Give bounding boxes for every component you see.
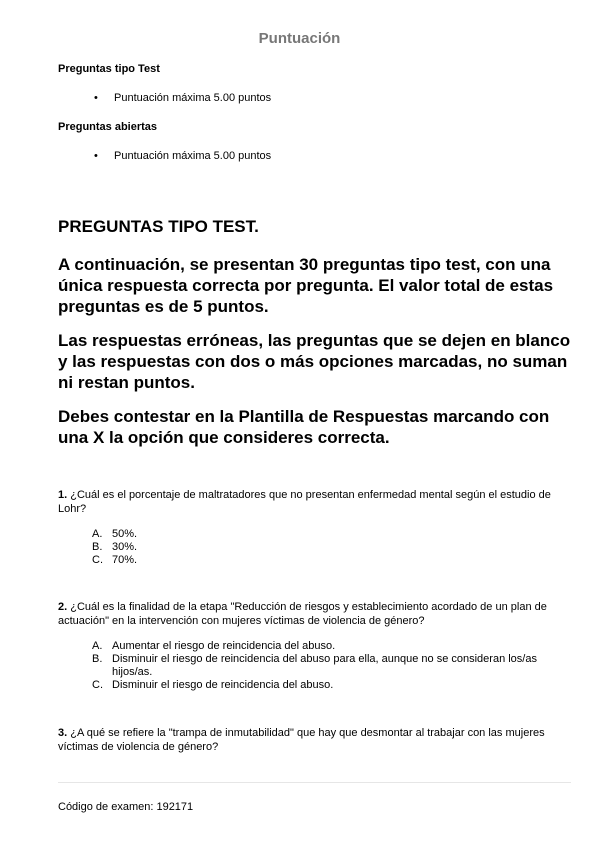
answer-options (58, 640, 558, 692)
answer-option (58, 679, 558, 692)
test-score-item (58, 91, 558, 105)
bullet-icon: • (94, 150, 98, 162)
answer-option (58, 653, 558, 679)
score-section (58, 62, 558, 163)
answer-option (58, 541, 558, 554)
instructions-paragraph-1: A continuación, se presentan 30 preguntas tipo test, con una única respuesta correcta por pregunta. El valor total de estas preguntas es de 5 puntos. (58, 255, 554, 316)
question-number: 3. (58, 727, 68, 739)
option-text: 30%. (112, 541, 138, 553)
exam-code: Código de examen: 192171 (58, 801, 194, 813)
question-text (58, 600, 558, 628)
section-title: PREGUNTAS TIPO TEST. (58, 217, 259, 236)
page-title: Puntuación (258, 30, 341, 47)
option-text: 70%. (112, 554, 138, 566)
question-number: 1. (58, 489, 68, 501)
option-letter: A. (92, 528, 103, 540)
test-score-list (58, 91, 558, 105)
question-body: ¿A qué se refiere la "trampa de inmutabilidad" que hay que desmontar al trabajar con las mujeres víctimas de violencia de género? (58, 727, 545, 753)
option-text: Disminuir el riesgo de reincidencia del abuso para ella, aunque no se consideran los/as hijos/as. (112, 653, 537, 678)
bullet-icon: • (94, 92, 98, 104)
option-letter: C. (92, 554, 103, 566)
test-score-heading: Preguntas tipo Test (58, 63, 160, 75)
option-letter: A. (92, 640, 103, 652)
option-text: Disminuir el riesgo de reincidencia del abuso. (112, 679, 334, 691)
test-score-text: Puntuación máxima 5.00 puntos (114, 92, 272, 104)
question-text (58, 488, 558, 516)
open-score-text: Puntuación máxima 5.00 puntos (114, 150, 272, 162)
answer-options (58, 528, 558, 567)
option-text: Aumentar el riesgo de reincidencia del abuso. (112, 640, 336, 652)
question-body: ¿Cuál es el porcentaje de maltratadores que no presentan enfermedad mental según el estudio de Lohr? (58, 489, 551, 515)
answer-option (58, 554, 558, 567)
question-3 (58, 726, 558, 754)
question-2 (58, 600, 558, 692)
option-text: 50%. (112, 528, 138, 540)
question-number: 2. (58, 601, 68, 613)
open-score-item (58, 149, 558, 163)
option-letter: C. (92, 679, 103, 691)
open-score-heading: Preguntas abiertas (58, 121, 158, 133)
open-score-list (58, 149, 558, 163)
option-letter: B. (92, 653, 103, 665)
answer-option (58, 528, 558, 541)
instructions-paragraph-3: Debes contestar en la Plantilla de Respuestas marcando con una X la opción que consideres correcta. (58, 407, 550, 447)
instructions-paragraph-2: Las respuestas erróneas, las preguntas que se dejen en blanco y las respuestas con dos o más opciones marcadas, no suman ni restan puntos. (58, 331, 571, 392)
option-letter: B. (92, 541, 103, 553)
question-1 (58, 488, 558, 567)
footer-divider (58, 782, 571, 783)
answer-option (58, 640, 558, 653)
question-body: ¿Cuál es la finalidad de la etapa "Reducción de riesgos y establecimiento acordado de un plan de actuación" en la intervención con mujeres víctimas de violencia de género? (58, 601, 547, 627)
question-text (58, 726, 558, 754)
